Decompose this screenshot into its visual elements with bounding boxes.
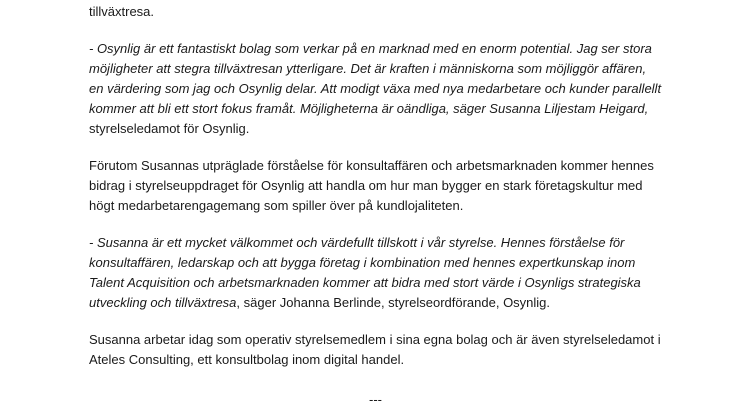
text-run: - Susanna är ett mycket välkommet och värdefullt tillskott i vår styrelse. Hennes förståelse för [89,235,625,250]
text-run: Förutom Susannas utpräglade förståelse för konsultaffären och arbetsmarknaden kommer hennes [89,158,654,173]
text-run: högt medarbetarengagemang som spiller över på kundlojaliteten. [89,198,464,213]
text-line [89,352,404,368]
text-run: kommer att bli ett stort fokus framåt. Möjligheterna är oändliga, säger Susanna Liljestam Heigard, [89,101,649,116]
text-run: bidrag i styrelseuppdraget för Osynlig att handla om hur man bygger en stark företagskultur med [89,178,643,193]
text-run: , säger Johanna Berlinde, styrelseordförande, Osynlig. [236,295,551,310]
text-line [89,178,643,194]
text-run: Talent Acquisition och arbetsmarknaden kommer att bidra med stort värde i Osynligs strategiska [89,275,641,290]
text-line [89,121,249,137]
text-run: Susanna arbetar idag som operativ styrelsemedlem i sina egna bolag och är även styrelseledamot i [89,332,661,347]
text-line [89,275,641,291]
text-run: konsultaffären, ledarskap och att bygga företag i kombination med hennes expertkunskap inom [89,255,636,270]
text-run: styrelseledamot för Osynlig. [89,121,250,136]
text-run: tillväxtresa. [89,4,155,19]
text-line [89,4,154,20]
text-line [89,41,652,57]
text-line [89,101,648,117]
text-line [89,61,646,77]
section-separator: --- [369,392,382,407]
text-line [89,158,654,174]
text-line [89,255,635,271]
text-run: en värdering som jag och Osynlig delar. Att modigt växa med nya medarbetare och kunder parallellt [89,81,662,96]
text-run: Ateles Consulting, ett konsultbolag inom digital handel. [89,352,405,367]
text-run: möjligheter att stegra tillväxtresan ytterligare. Det är kraften i människorna som möjliggör affären, [89,61,647,76]
text-line [89,235,624,251]
text-line [89,295,550,311]
text-line [89,81,661,97]
text-line [89,198,463,214]
text-run: utveckling och tillväxtresa [89,295,237,310]
text-line [89,332,661,348]
text-run: - Osynlig är ett fantastiskt bolag som verkar på en marknad med en enorm potential. Jag ser stora [89,41,652,56]
